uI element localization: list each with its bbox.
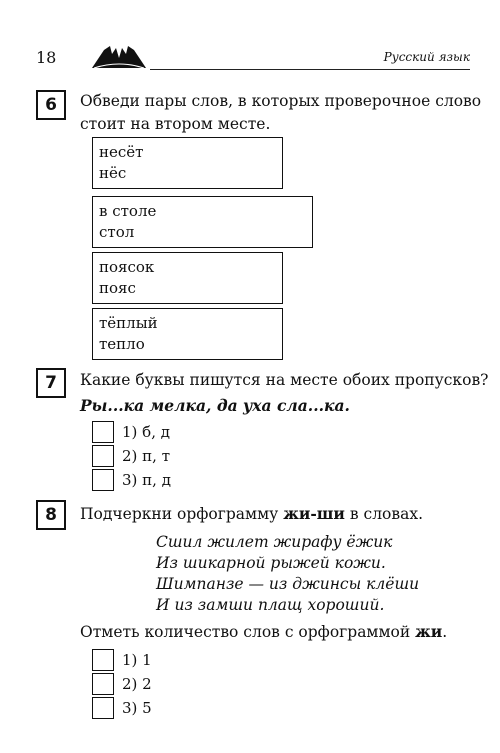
answer-checkbox[interactable] (92, 469, 114, 491)
answer-checkbox[interactable] (92, 649, 114, 671)
answer-option (92, 672, 152, 696)
answer-option (92, 468, 171, 492)
task-6-question (80, 90, 481, 136)
task-8-question (80, 502, 423, 526)
answer-label: 3) п, д (122, 471, 171, 489)
answer-option (92, 420, 171, 444)
page-header (30, 44, 470, 70)
page-number: 18 (36, 48, 57, 67)
task-8-question-end: в словах. (344, 505, 424, 523)
task-8-count-question (80, 620, 447, 644)
word-pair-box[interactable] (92, 308, 283, 360)
answer-label: 2) 2 (122, 675, 152, 693)
poem-line: И из замши плащ хороший. (156, 596, 385, 614)
task-6-number: 6 (36, 90, 66, 120)
answer-checkbox[interactable] (92, 421, 114, 443)
task-6-line-1: Обведи пары слов, в которых проверочное слово (80, 92, 482, 110)
poem-line: Шимпанзе — из джинсы клёши (156, 575, 420, 593)
answer-option (92, 444, 171, 468)
task-7-phrase: Ры...ка мелка, да уха сла...ка. (80, 396, 350, 415)
word-pair-box[interactable] (92, 137, 283, 189)
subject-title: Русский язык (383, 50, 470, 64)
word-pair-box[interactable] (92, 252, 283, 304)
poem (156, 532, 419, 616)
answer-checkbox[interactable] (92, 697, 114, 719)
task-8-number: 8 (36, 500, 66, 530)
open-book-icon (90, 44, 148, 70)
word-pair-second: нёс (99, 164, 127, 182)
answer-checkbox[interactable] (92, 445, 114, 467)
answer-option (92, 696, 152, 720)
task-7-options (92, 420, 171, 492)
poem-line: Сшил жилет жирафу ёжик (156, 533, 393, 551)
task-8-count-start: Отметь количество слов с орфограммой (80, 623, 416, 641)
task-8-question-start: Подчеркни орфограмму (80, 505, 284, 523)
word-pair-second: стол (99, 223, 135, 241)
word-pair-first: в столе (99, 202, 157, 220)
task-8-question-bold: жи-ши (283, 504, 345, 523)
task-8-count-end: . (442, 623, 448, 641)
word-pair-second: пояс (99, 279, 136, 297)
word-pair-first: несёт (99, 143, 144, 161)
task-7-question: Какие буквы пишутся на месте обоих пропусков? (80, 371, 489, 389)
task-6-line-2: стоит на втором месте. (80, 115, 271, 133)
header-rule (150, 69, 470, 70)
word-pair-first: поясок (99, 258, 155, 276)
answer-option (92, 648, 152, 672)
poem-line: Из шикарной рыжей кожи. (156, 554, 386, 572)
word-pair-first: тёплый (99, 314, 158, 332)
answer-label: 1) б, д (122, 423, 170, 441)
answer-label: 2) п, т (122, 447, 170, 465)
answer-checkbox[interactable] (92, 673, 114, 695)
answer-label: 3) 5 (122, 699, 152, 717)
task-8-options (92, 648, 152, 720)
answer-label: 1) 1 (122, 651, 152, 669)
task-8-count-bold: жи (415, 622, 443, 641)
task-7-number: 7 (36, 368, 66, 398)
word-pair-second: тепло (99, 335, 145, 353)
word-pair-box[interactable] (92, 196, 313, 248)
